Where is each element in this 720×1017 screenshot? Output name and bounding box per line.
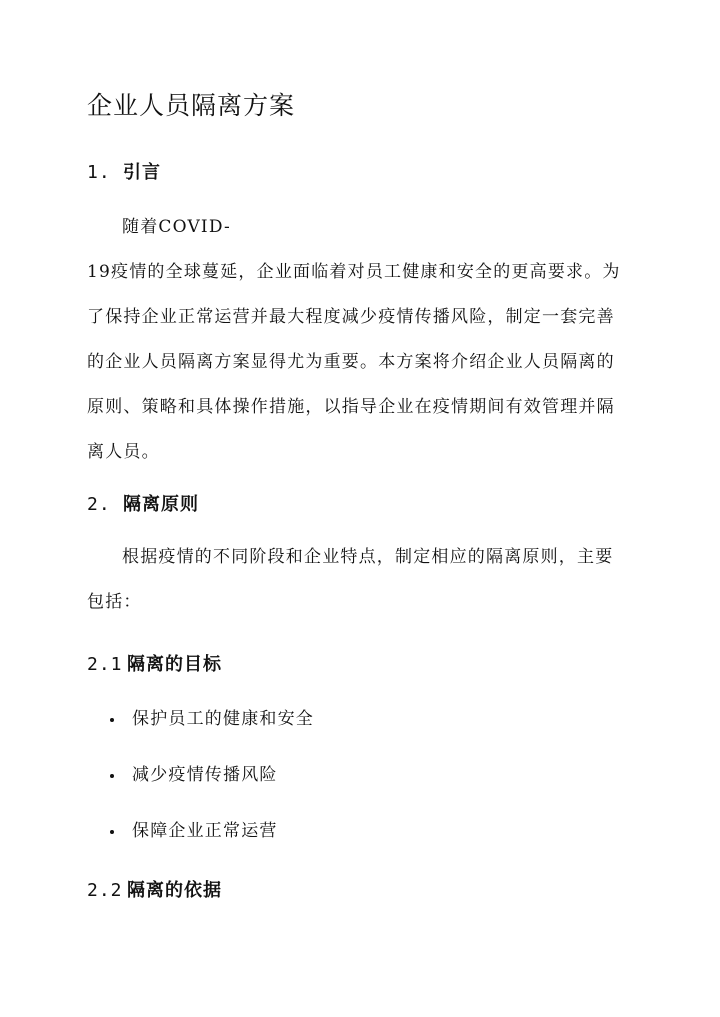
section-number: 2. bbox=[87, 494, 111, 515]
subsection-title: 隔离的依据 bbox=[127, 880, 222, 901]
paragraph-line: 的企业人员隔离方案显得尤为重要。本方案将介绍企业人员隔离的 bbox=[87, 352, 615, 372]
paragraph-line: 根据疫情的不同阶段和企业特点，制定相应的隔离原则，主要 bbox=[122, 547, 614, 567]
bullet-dot-icon bbox=[110, 774, 114, 778]
subsection-heading-isolation-goals bbox=[87, 650, 222, 676]
paragraph-line: 随着COVID- bbox=[122, 217, 231, 237]
list-item bbox=[110, 697, 314, 753]
introduction-paragraph bbox=[87, 205, 637, 475]
list-item bbox=[110, 809, 314, 865]
paragraph-line: 了保持企业正常运营并最大程度减少疫情传播风险，制定一套完善 bbox=[87, 307, 615, 327]
paragraph-line: 包括： bbox=[87, 592, 142, 612]
paragraph-line: 19疫情的全球蔓延，企业面临着对员工健康和安全的更高要求。为 bbox=[87, 262, 621, 282]
bullet-dot-icon bbox=[110, 830, 114, 834]
goals-bullet-list bbox=[110, 697, 314, 865]
list-item-text: 保护员工的健康和安全 bbox=[132, 709, 314, 729]
subsection-number: 2.1 bbox=[87, 654, 123, 675]
subsection-heading-isolation-basis bbox=[87, 876, 222, 902]
list-item-text: 保障企业正常运营 bbox=[132, 821, 278, 841]
section-number: 1. bbox=[87, 162, 111, 183]
section-title: 引言 bbox=[123, 162, 161, 183]
bullet-dot-icon bbox=[110, 718, 114, 722]
subsection-title: 隔离的目标 bbox=[127, 654, 222, 675]
subsection-number: 2.2 bbox=[87, 880, 123, 901]
paragraph-line: 原则、策略和具体操作措施，以指导企业在疫情期间有效管理并隔 bbox=[87, 397, 615, 417]
section-heading-isolation-principles bbox=[87, 490, 199, 516]
principles-paragraph bbox=[87, 535, 637, 625]
section-title: 隔离原则 bbox=[123, 494, 199, 515]
list-item-text: 减少疫情传播风险 bbox=[132, 765, 278, 785]
section-heading-introduction bbox=[87, 158, 161, 184]
paragraph-line: 离人员。 bbox=[87, 442, 160, 462]
list-item bbox=[110, 753, 314, 809]
document-title: 企业人员隔离方案 bbox=[87, 91, 296, 120]
